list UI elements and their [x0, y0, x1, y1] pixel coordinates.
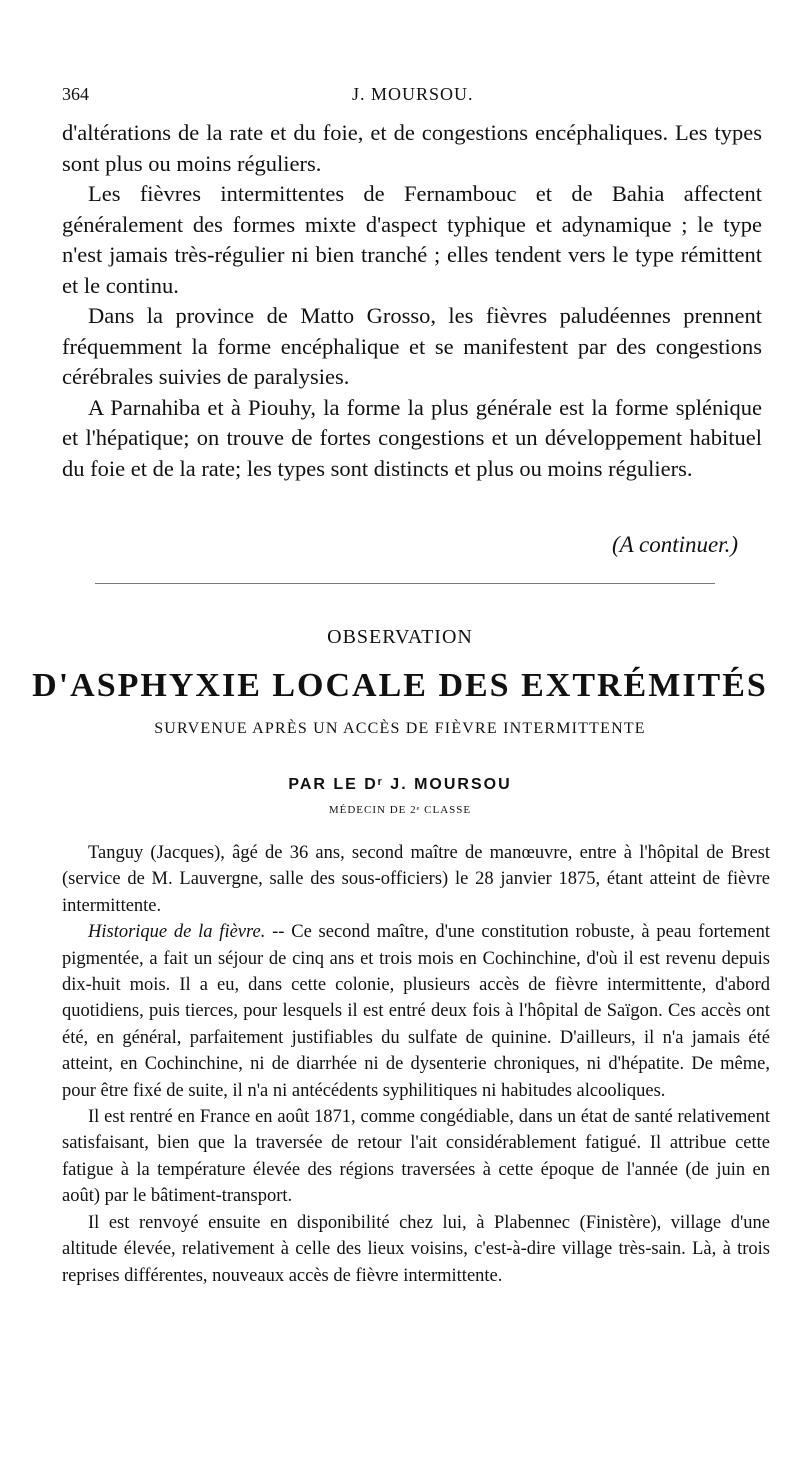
running-head [62, 84, 760, 108]
paragraph: Il est rentré en France en août 1871, comme congédiable, dans un état de santé relativement satisfaisant, bien que la traversée de retour l'ait considérablement fatigué. Il attribue cette fatigue à la température élevée des régions traversées à cette époque de l'année (de juin en août) par le bâtiment-transport. [62, 1107, 770, 1207]
article-label: OBSERVATION [327, 626, 473, 648]
paragraph: Il est renvoyé ensuite en disponibilité chez lui, à Plabennec (Finistère), village d'une altitude élevée, relativement à celle des lieux voisins, c'est-à-dire village très-sain. Là, à trois reprises différentes, nouveaux accès de fièvre intermittente. [62, 1212, 770, 1286]
author-byline: PAR LE Dʳ J. MOURSOU [288, 776, 512, 793]
article-body [62, 840, 770, 1289]
paragraph: A Parnahiba et à Piouhy, la forme la plus générale est la forme splénique et l'hépatique; on trouve de fortes congestions et un développement habituel du foie et de la rate; les types sont distincts et plus ou moins réguliers. [62, 394, 762, 481]
paragraph [62, 919, 770, 1104]
author-rank: MÉDECIN DE 2ᵉ CLASSE [328, 804, 472, 816]
paragraph: Dans la province de Matto Grosso, les fièvres paludéennes prennent fréquemment la forme encéphalique et se manifestent par des congestions cérébrales suivies de paralysies. [62, 303, 762, 389]
to-be-continued-note: (A continuer.) [611, 532, 738, 557]
paragraph: d'altérations de la rate et du foie, et de congestions encéphaliques. Les types sont plus ou moins réguliers. [62, 120, 762, 176]
paragraph-text: -- Ce second maître, d'une constitution robuste, à peau fortement pigmentée, a fait un séjour de cinq ans et trois mois en Cochinchine, d'où il est revenu depuis dix-huit mois. Il a eu, dans cette colonie, plusieurs accès de fièvre intermittente, d'abord quotidiens, puis tierces, pour lesquels il est entré deux fois à l'hôpital de Saïgon. Ces accès ont été, en général, parfaitement justifiables du sulfate de quinine. D'ailleurs, il n'a jamais été atteint, en Cochinchine, ni de diarrhée ni de dysenterie chroniques, ni d'hépatite. De même, pour être fixé de suite, il n'a ni antécédents syphilitiques ni habitudes alcooliques. [62, 922, 770, 1101]
page-number: 364 [62, 84, 89, 104]
paragraph: Les fièvres intermittentes de Fernambouc et de Bahia affectent généralement des formes mixte d'aspect typhique et adynamique ; le type n'est jamais très-régulier ni bien tranché ; elles tendent vers le type rémittent et le continu. [62, 181, 762, 298]
running-title: J. MOURSOU. [352, 84, 474, 104]
paragraph: Tanguy (Jacques), âgé de 36 ans, second maître de manœuvre, entre à l'hôpital de Brest (service de M. Lauvergne, salle des sous-officiers) le 28 janvier 1875, étant atteint de fièvre intermittente. [62, 843, 770, 916]
article-title: D'ASPHYXIE LOCALE DES EXTRÉMITÉS [32, 667, 768, 704]
section-divider [95, 583, 715, 584]
continued-article-text [62, 118, 762, 484]
article-subtitle: SURVENUE APRÈS UN ACCÈS DE FIÈVRE INTERMITTENTE [154, 720, 646, 737]
section-lead: Historique de la fièvre. [88, 922, 266, 943]
